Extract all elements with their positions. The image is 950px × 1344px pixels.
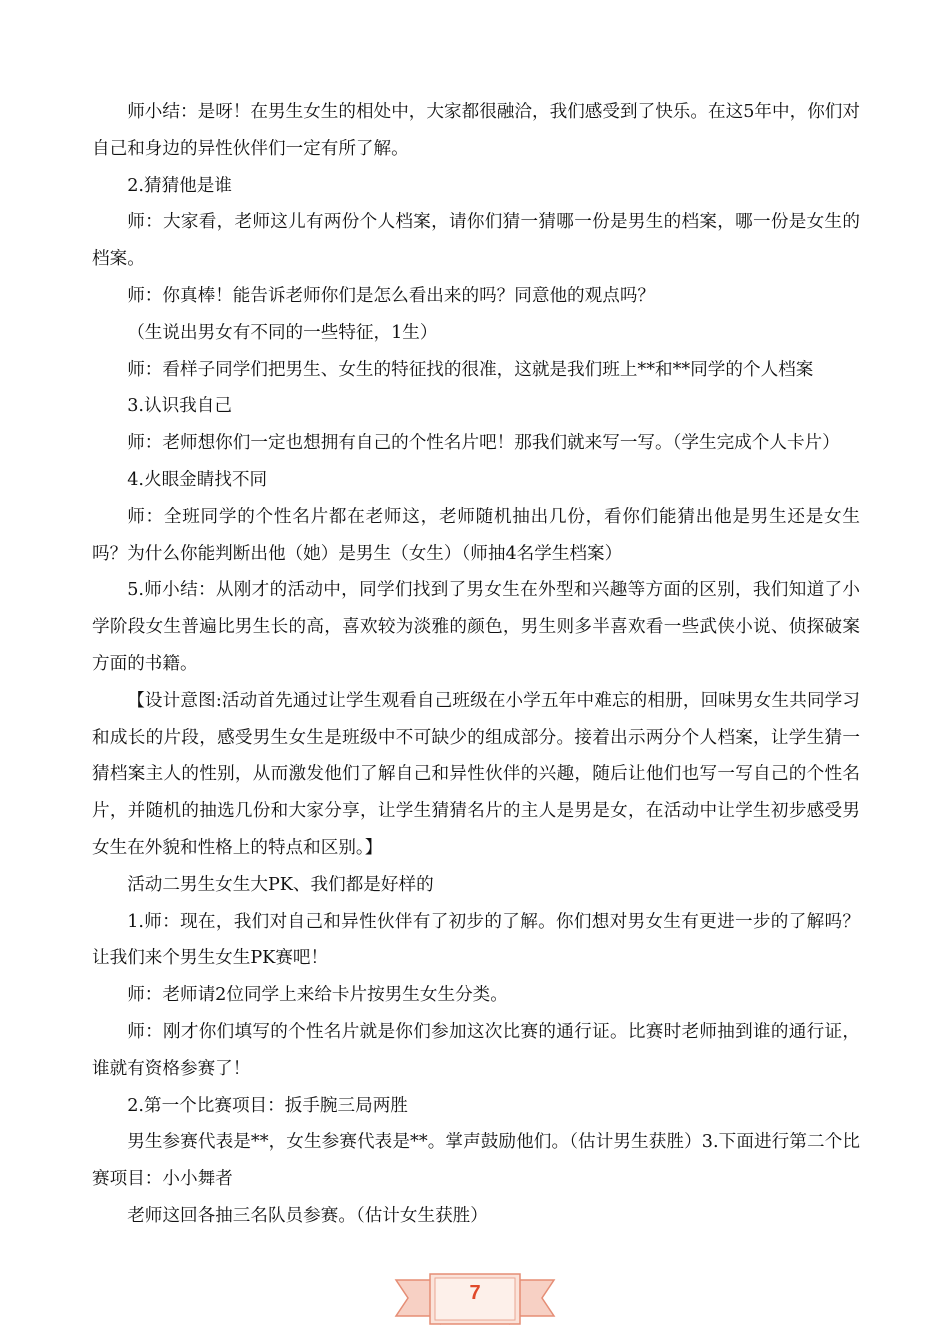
paragraph: 师：全班同学的个性名片都在老师这，老师随机抽出几份，看你们能猜出他是男生还是女生吗？为什么你能判断出他（她）是男生（女生）（师抽4名学生档案） (92, 506, 860, 564)
paragraph: 师小结：是呀！在男生女生的相处中，大家都很融洽，我们感受到了快乐。在这5年中，你们对自己和身边的异性伙伴们一定有所了解。 (92, 102, 860, 159)
paragraph: 师：刚才你们填写的个性名片就是你们参加这次比赛的通行证。比赛时老师抽到谁的通行证，谁就有资格参赛了！ (92, 1021, 860, 1079)
paragraph: 师：看样子同学们把男生、女生的特征找的很准，这就是我们班上**和**同学的个人档案 (127, 359, 814, 380)
paragraph: 师：老师想你们一定也想拥有自己的个性名片吧！那我们就来写一写。（学生完成个人卡片） (127, 433, 840, 454)
paragraph: 5.师小结：从刚才的活动中，同学们找到了男女生在外型和兴趣等方面的区别，我们知道了小学阶段女生普遍比男生长的高，喜欢较为淡雅的颜色，男生则多半喜欢看一些武侠小说、侦探破案方面的书籍。 (92, 580, 860, 674)
section-heading: 活动二男生女生大PK、我们都是好样的 (127, 874, 434, 895)
paragraph: 2.第一个比赛项目：扳手腕三局两胜 (127, 1095, 408, 1116)
paragraph: 师：你真棒！能告诉老师你们是怎么看出来的吗？同意他的观点吗？ (127, 285, 656, 306)
paragraph: 2.猜猜他是谁 (127, 175, 232, 196)
paragraph: 老师这回各抽三名队员参赛。（估计女生获胜） (127, 1205, 488, 1226)
document-body (92, 94, 860, 1235)
paragraph: （生说出男女有不同的一些特征，1生） (127, 322, 438, 343)
page-number: 7 (469, 1282, 481, 1304)
paragraph: 师：大家看，老师这儿有两份个人档案，请你们猜一猜哪一份是男生的档案，哪一份是女生的档案。 (92, 212, 860, 270)
design-intent-paragraph: 【设计意图:活动首先通过让学生观看自己班级在小学五年中难忘的相册，回味男女生共同学习和成长的片段，感受男生女生是班级中不可缺少的组成部分。接着出示两分个人档案，让学生猜一猜档案主人的性别，从而激发他们了解自己和异性伙伴的兴趣，随后让他们也写一写自己的个性名片，并随机的抽选几份和大家分享，让学生猜猜名片的主人是男是女，在活动中让学生初步感受男女生在外貌和性格上的特点和区别。】 (92, 690, 860, 858)
paragraph: 3.认识我自己 (127, 396, 232, 417)
paragraph: 男生参赛代表是**，女生参赛代表是**。掌声鼓励他们。（估计男生获胜）3.下面进行第二个比赛项目：小小舞者 (92, 1132, 860, 1190)
paragraph: 师：老师请2位同学上来给卡片按男生女生分类。 (127, 985, 508, 1006)
paragraph: 1.师：现在，我们对自己和异性伙伴有了初步的了解。你们想对男女生有更进一步的了解吗？让我们来个男生女生PK赛吧！ (92, 911, 860, 969)
page-number-banner (394, 1272, 556, 1328)
paragraph: 4.火眼金睛找不同 (127, 469, 268, 490)
